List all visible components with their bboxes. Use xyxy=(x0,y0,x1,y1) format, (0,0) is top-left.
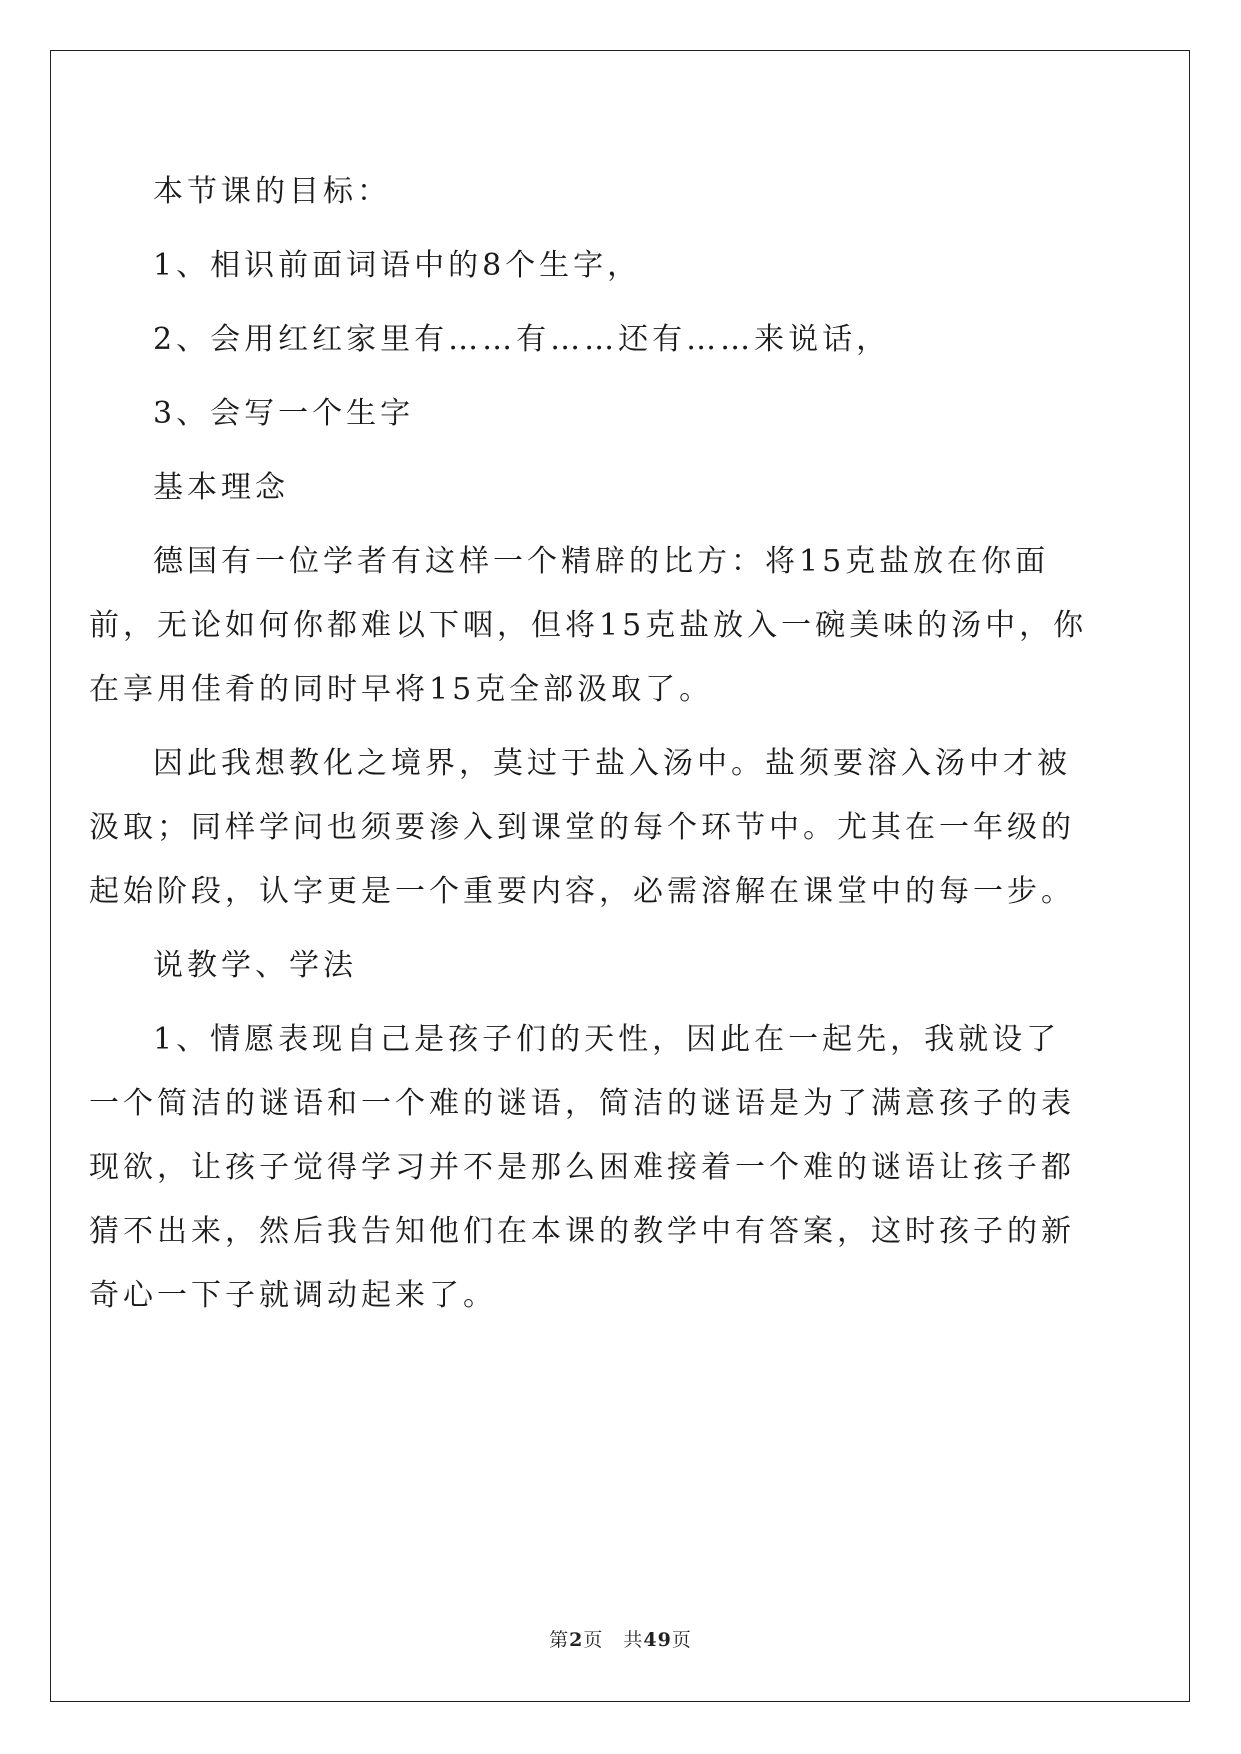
paragraph-goal-2: 2、会用红红家里有……有……还有……来说话， xyxy=(153,322,891,357)
footer-suffix: 页 xyxy=(671,1629,692,1651)
page-footer xyxy=(0,1625,1241,1652)
paragraph-teaching-methods-heading: 说教学、学法 xyxy=(153,948,357,983)
paragraph-goals-heading: 本节课的目标： xyxy=(153,174,391,209)
paragraph-education-realm: 因此我想教化之境界，莫过于盐入汤中。盐须要溶入汤中才被汲取；同样学问也须要渗入到课堂的每个环节中。尤其在一年级的起始阶段，认字更是一个重要内容，必需溶解在课堂中的每一步。 xyxy=(89,746,1075,909)
paragraph-goal-1: 1、相识前面词语中的8个生字， xyxy=(153,248,642,283)
paragraph-salt-analogy: 德国有一位学者有这样一个精辟的比方：将15克盐放在你面前，无论如何你都难以下咽，但将15克盐放入一碗美味的汤中，你在享用佳肴的同时早将15克全部汲取了。 xyxy=(89,544,1088,707)
paragraph-basic-concept-heading: 基本理念 xyxy=(153,470,289,505)
current-page-number: 2 xyxy=(569,1629,584,1651)
footer-prefix: 第 xyxy=(549,1629,570,1651)
total-page-count: 49 xyxy=(643,1629,672,1651)
paragraph-method-1: 1、情愿表现自己是孩子们的天性，因此在一起先，我就设了一个简洁的谜语和一个难的谜语，简洁的谜语是为了满意孩子的表现欲，让孩子觉得学习并不是那么困难接着一个难的谜语让孩子都猜不出来，然后我告知他们在本课的教学中有答案，这时孩子的新奇心一下子就调动起来了。 xyxy=(89,1022,1075,1313)
paragraph-goal-3: 3、会写一个生字 xyxy=(153,396,415,431)
footer-middle: 页 共 xyxy=(583,1629,644,1651)
document-body xyxy=(89,160,1093,1328)
